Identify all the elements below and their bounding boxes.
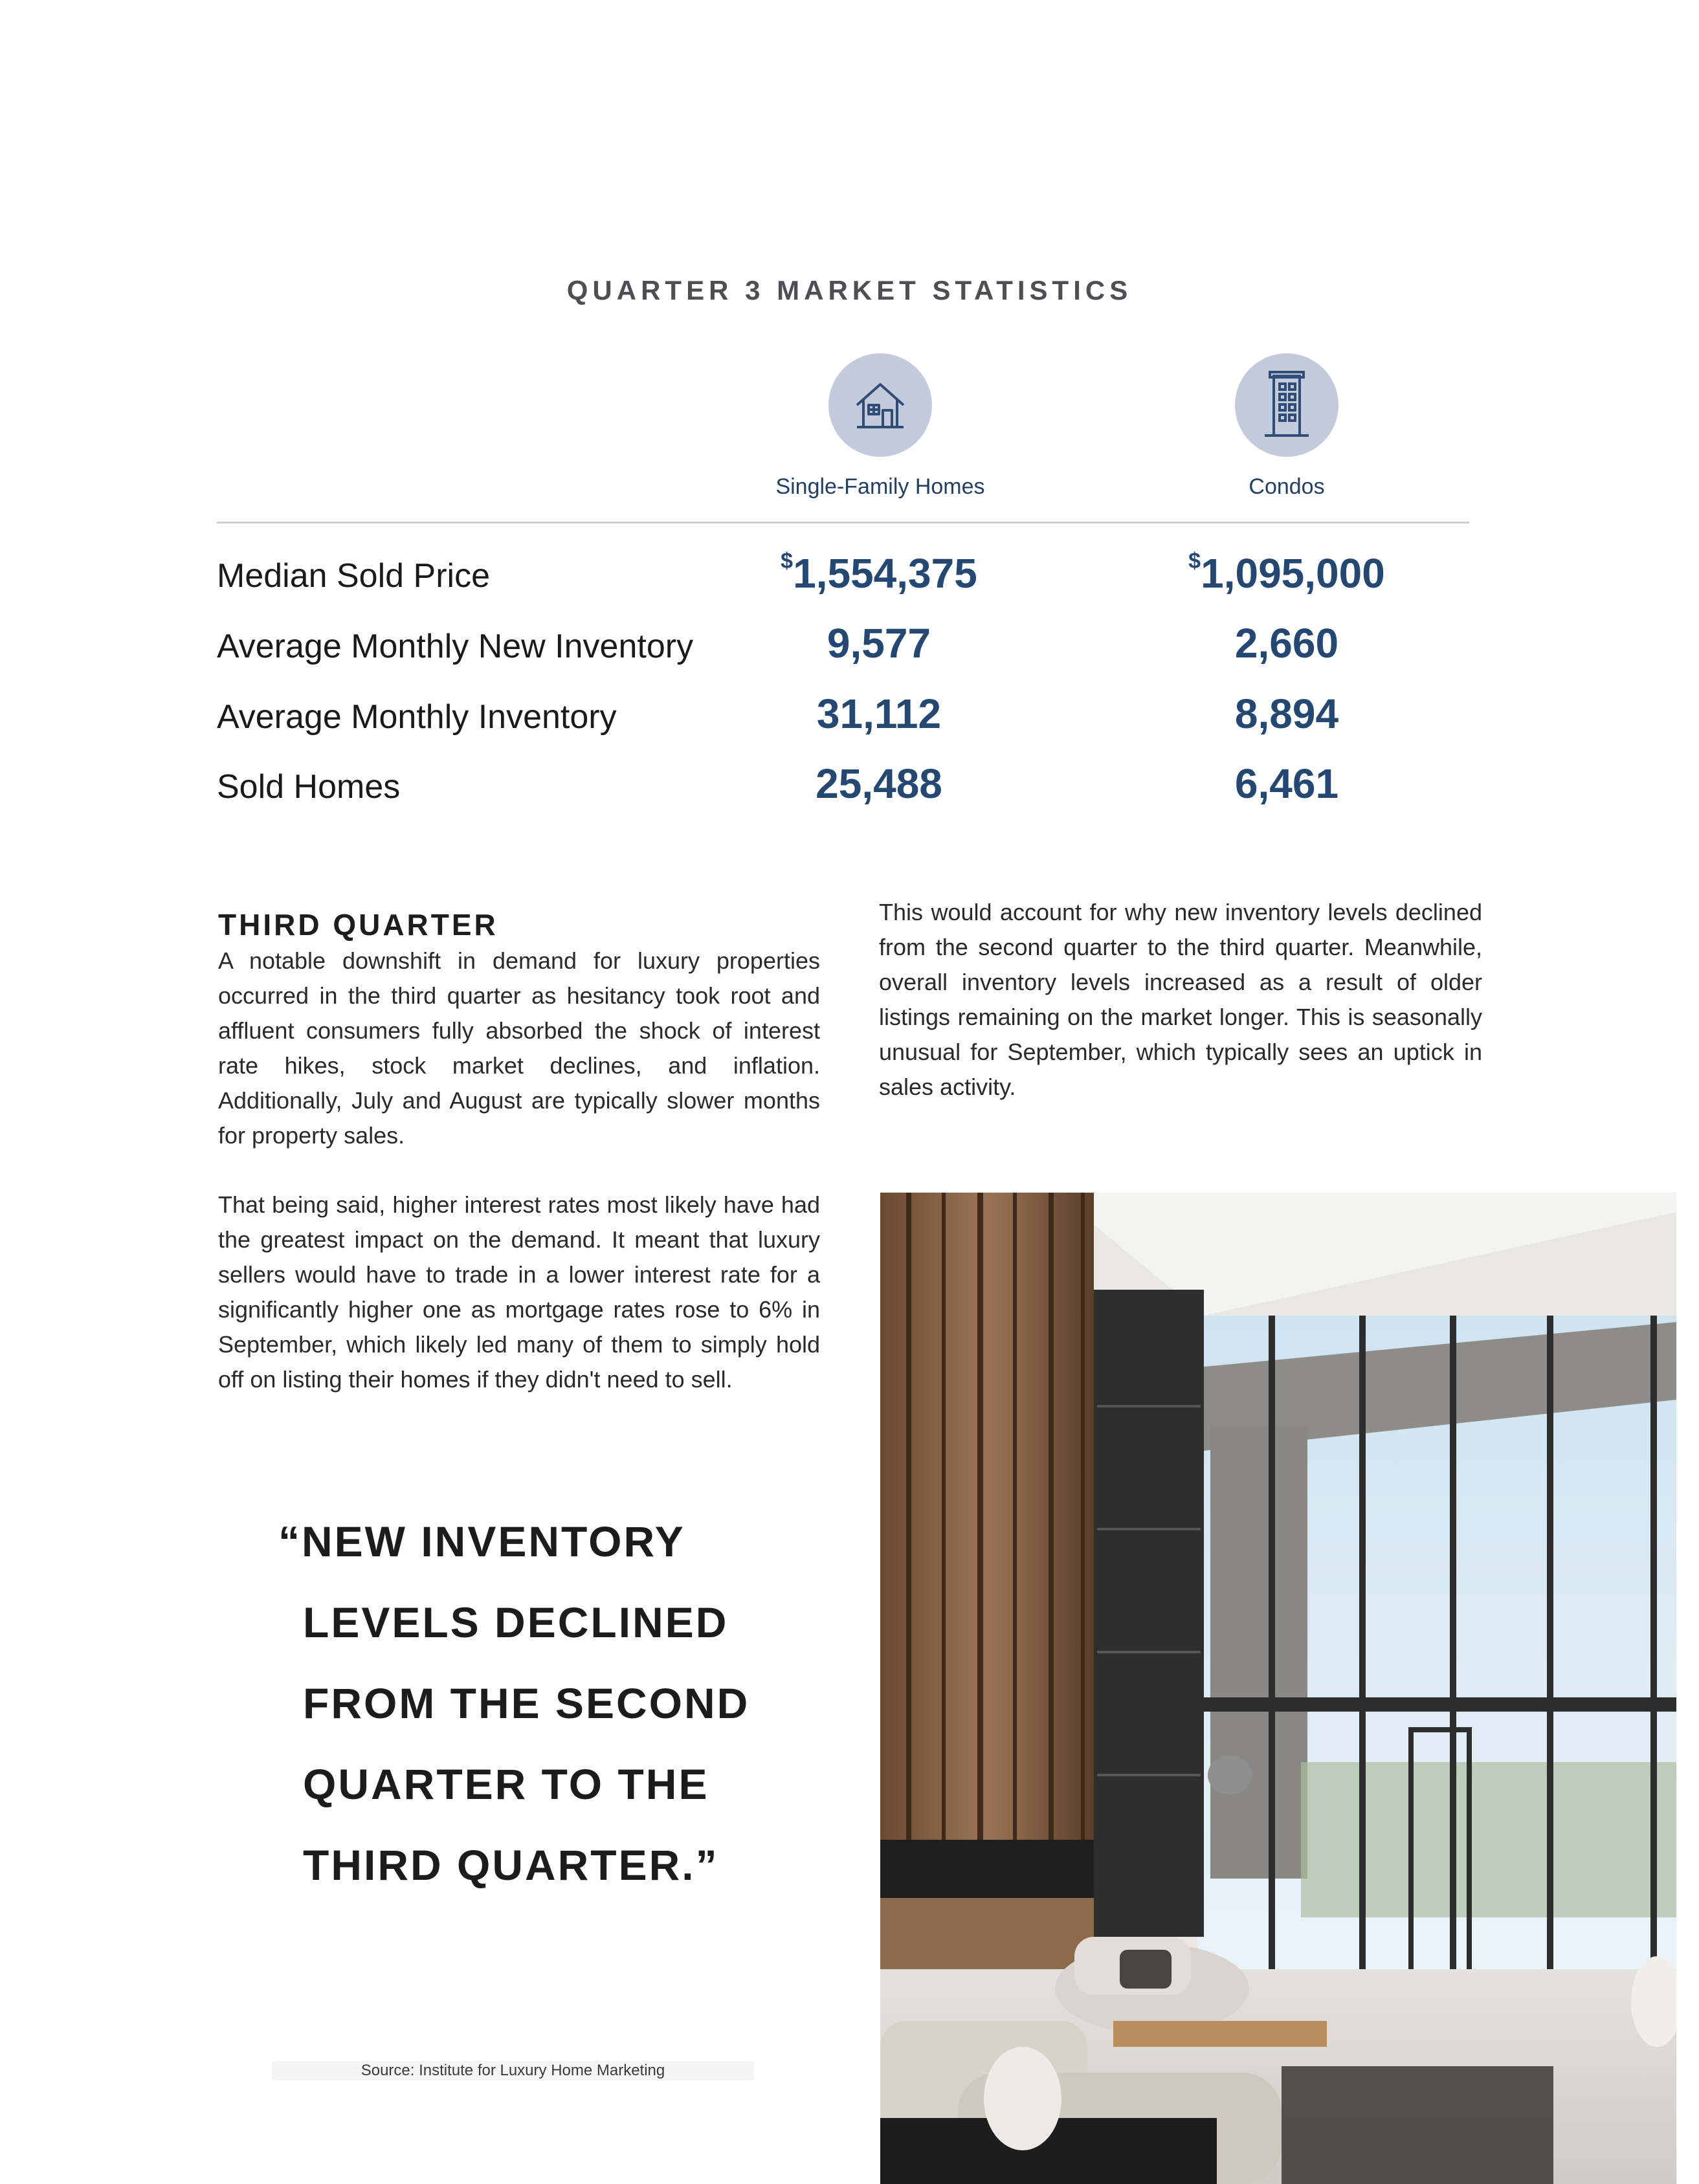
new-inventory-sfh: 9,577 bbox=[827, 620, 931, 667]
table-divider bbox=[217, 522, 1469, 524]
source-caption: Source: Institute for Luxury Home Marketing bbox=[272, 2061, 754, 2080]
new-inventory-condo: 2,660 bbox=[1234, 620, 1339, 667]
quote-line: LEVELS DECLINED bbox=[303, 1598, 729, 1646]
currency-symbol: $ bbox=[781, 549, 794, 573]
quote-line: FROM THE SECOND bbox=[303, 1679, 750, 1727]
sold-homes-sfh: 25,488 bbox=[816, 760, 942, 807]
paragraph-3: This would account for why new inventory levels declined from the second quarter to the third quarter. Meanwhile, overall inventory levels increased as a result of older listings remaining on the market longer. This is seasonally unusual for September, which typically sees an uptick in sales activity. bbox=[879, 899, 1482, 1100]
section-heading: THIRD QUARTER bbox=[218, 908, 498, 942]
median-price-sfh: $1,554,375 bbox=[781, 549, 977, 597]
paragraph-1: A notable downshift in demand for luxury properties occurred in the third quarter as hesitancy took root and affluent consumers fully absorbed the shock of interest rate hikes, stock market declines, and inflation. Additionally, July and August are typically slower months for property sales. bbox=[218, 947, 820, 1149]
row-label-monthly-inventory: Average Monthly Inventory bbox=[217, 698, 617, 736]
quote-line: THIRD QUARTER.” bbox=[303, 1841, 719, 1889]
house-icon bbox=[828, 353, 932, 457]
currency-symbol: $ bbox=[1188, 549, 1201, 573]
stats-title: QUARTER 3 MARKET STATISTICS bbox=[566, 275, 1133, 305]
sold-homes-condo: 6,461 bbox=[1234, 760, 1339, 807]
row-label-new-inventory: Average Monthly New Inventory bbox=[217, 628, 694, 665]
quote-line: QUARTER TO THE bbox=[303, 1760, 709, 1808]
monthly-inventory-condo: 8,894 bbox=[1234, 690, 1339, 737]
quote-line: “NEW INVENTORY bbox=[278, 1517, 685, 1565]
row-label-sold-homes: Sold Homes bbox=[217, 768, 401, 806]
median-price-condo: $1,095,000 bbox=[1188, 549, 1385, 597]
row-label-median-sold-price: Median Sold Price bbox=[217, 557, 490, 595]
building-icon bbox=[1235, 353, 1338, 457]
pull-quote bbox=[278, 1501, 770, 1906]
paragraph-2: That being said, higher interest rates most likely have had the greatest impact on the demand. It meant that luxury sellers would have to trade in a lower interest rate for a significantly higher one as mortgage rates rose to 6% in September, which likely led many of them to simply hold off on listing their homes if they didn't need to sell. bbox=[218, 1191, 820, 1393]
monthly-inventory-sfh: 31,112 bbox=[816, 690, 942, 737]
interior-photo bbox=[880, 1193, 1676, 2184]
column-label-condos: Condos bbox=[1249, 474, 1325, 499]
column-label-single-family: Single-Family Homes bbox=[775, 474, 985, 499]
